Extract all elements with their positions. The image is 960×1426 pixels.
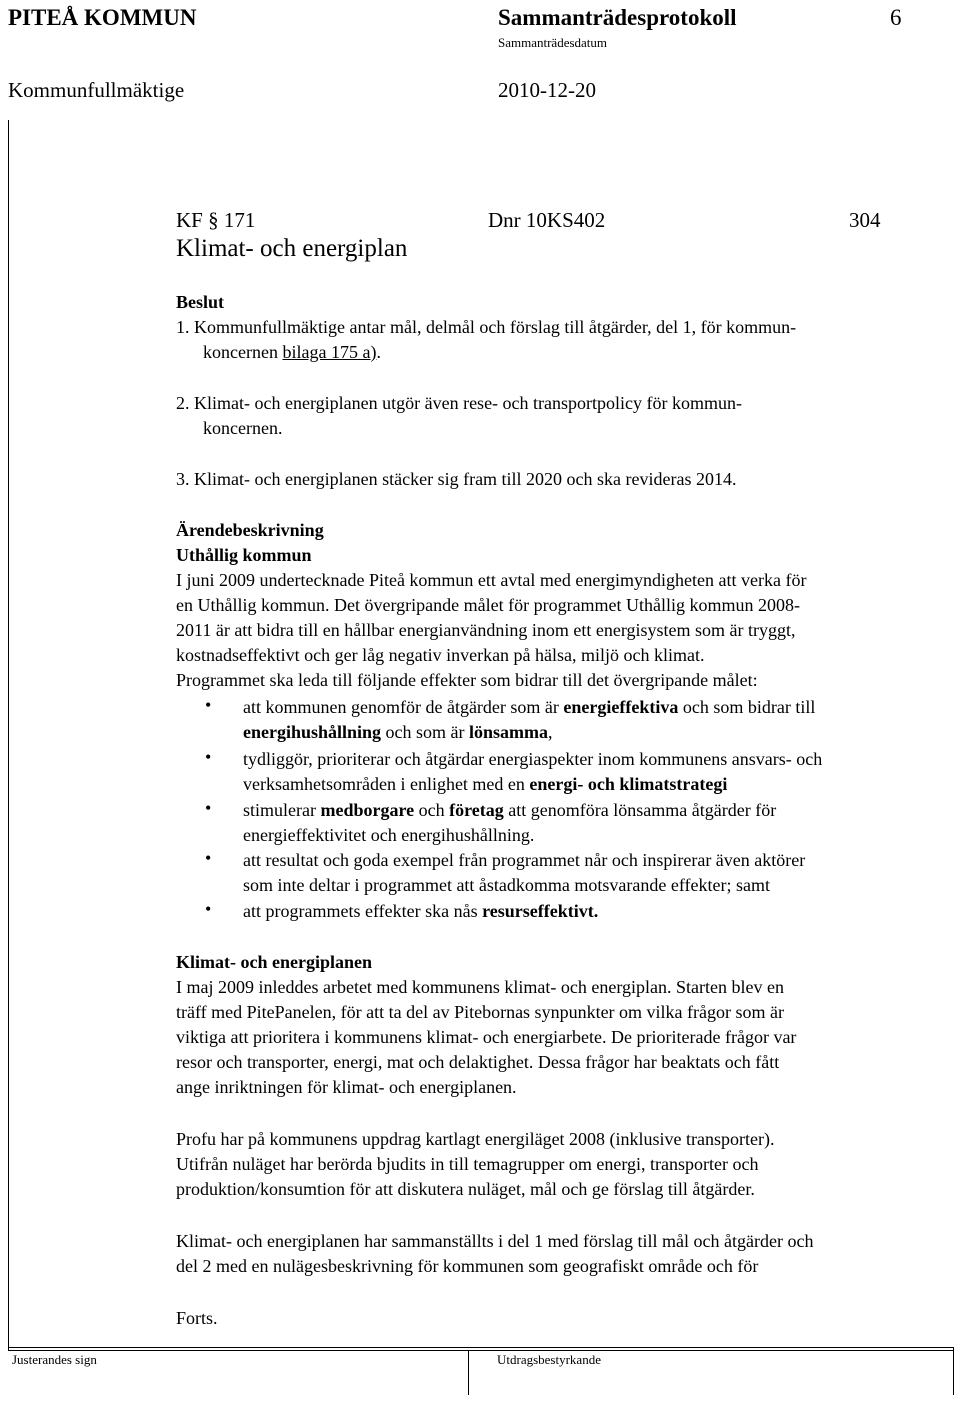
continued-note: Forts.	[176, 1308, 218, 1328]
footer-rule	[8, 1347, 953, 1348]
text-line: ange inriktningen för klimat- och energiplanen.	[176, 1077, 517, 1097]
beslut-item-2-text: Klimat- och energiplanen utgör även rese- och transportpolicy för kommun-	[194, 393, 742, 413]
plan-paragraph-1	[176, 975, 796, 1100]
beslut-item-3	[176, 467, 737, 492]
arende-heading: Ärendebeskrivning	[176, 520, 324, 540]
footer-rule-2	[8, 1350, 953, 1351]
org-name: PITEÅ KOMMUN	[8, 5, 197, 30]
meeting-body: Kommunfullmäktige	[8, 78, 185, 102]
date-label: Sammanträdesdatum	[498, 35, 608, 50]
bilaga-link[interactable]: bilaga 175 a)	[282, 342, 377, 362]
bullet-icon: •	[205, 848, 212, 868]
beslut-item-1	[176, 315, 796, 340]
text-line: Utifrån nuläget har berörda bjudits in till temagrupper om energi, transporter och	[176, 1154, 759, 1174]
left-margin-rule	[8, 120, 9, 1350]
bullet-item-2: tydliggör, prioriterar och åtgärdar energiaspekter inom kommunens ansvars- och verksamhetsområden i enlighet med en energi- och klimatstrategi	[243, 749, 823, 794]
case-dnr: Dnr 10KS402	[488, 208, 606, 232]
text-line: del 2 med en nulägesbeskrivning för kommunen som geografiskt område och för	[176, 1256, 759, 1276]
case-number: 304	[849, 208, 881, 232]
bullet-item-5: att programmets effekter ska nås resurseffektivt.	[243, 901, 599, 921]
beslut-heading: Beslut	[176, 292, 225, 312]
bullet-icon: •	[205, 899, 212, 919]
bullet-icon: •	[205, 695, 212, 715]
beslut-item-3-num: 3.	[176, 469, 190, 489]
beslut-item-2-line2: koncernen.	[203, 418, 283, 438]
beslut-item-1-line2-text: koncernen	[203, 342, 283, 362]
beslut-item-2-num: 2.	[176, 393, 190, 413]
bullet-item-3: stimulerar medborgare och företag att genomföra lönsamma åtgärder för energieffektivitet och energihushållning.	[243, 800, 777, 845]
text-line: Klimat- och energiplanen har sammanställts i del 1 med förslag till mål och åtgärder och	[176, 1231, 814, 1251]
arende-paragraph	[176, 568, 806, 693]
text-line: en Uthållig kommun. Det övergripande målet för programmet Uthållig kommun 2008-	[176, 595, 801, 615]
case-title: Klimat- och energiplan	[176, 235, 408, 262]
page-number: 6	[890, 5, 902, 30]
arende-subheading: Uthållig kommun	[176, 545, 312, 565]
footer-justerandes-sign: Justerandes sign	[12, 1352, 97, 1367]
text-line: viktiga att prioritera i kommunens klimat- och energiarbete. De prioriterade frågor var	[176, 1027, 797, 1047]
beslut-item-3-text: Klimat- och energiplanen stäcker sig fram till 2020 och ska revideras 2014.	[194, 469, 737, 489]
text-line: 2011 är att bidra till en hållbar energianvändning inom ett energisystem som är tryggt,	[176, 620, 796, 640]
beslut-item-1-text: Kommunfullmäktige antar mål, delmål och förslag till åtgärder, del 1, för kommun-	[194, 317, 797, 337]
text-line: produktion/konsumtion för att diskutera nuläget, mål och ge förslag till åtgärder.	[176, 1179, 755, 1199]
text-line: träff med PitePanelen, för att ta del av Pitebornas synpunkter om vilka frågor som är	[176, 1002, 785, 1022]
bullet-item-4: att resultat och goda exempel från programmet når och inspirerar även aktörer som inte deltar i programmet att åstadkomma motsvarande effekter; samt	[243, 850, 806, 895]
beslut-item-1-line2-end: .	[376, 342, 381, 362]
beslut-item-1-num: 1.	[176, 317, 190, 337]
plan-heading: Klimat- och energiplanen	[176, 952, 372, 972]
footer-divider	[468, 1350, 469, 1395]
meeting-date: 2010-12-20	[498, 78, 596, 102]
footer-utdragsbestyrkande: Utdragsbestyrkande	[497, 1352, 601, 1367]
text-line: Profu har på kommunens uppdrag kartlagt energiläget 2008 (inklusive transporter).	[176, 1129, 775, 1149]
plan-paragraph-3	[176, 1229, 813, 1279]
text-line: resor och transporter, energi, mat och delaktighet. Dessa frågor har beaktats och fått	[176, 1052, 780, 1072]
bullet-icon: •	[205, 798, 212, 818]
beslut-item-1-line2	[203, 340, 381, 365]
case-kf: KF § 171	[176, 208, 256, 232]
footer-right-rule	[953, 1347, 954, 1395]
beslut-item-2	[176, 391, 742, 416]
text-line: kostnadseffektivt och ger låg negativ inverkan på hälsa, miljö och klimat.	[176, 645, 705, 665]
bullet-item-1: att kommunen genomför de åtgärder som är energieffektiva och som bidrar till energihushållning och som är lönsamma,	[243, 697, 816, 742]
text-line: Programmet ska leda till följande effekter som bidrar till det övergripande målet:	[176, 670, 758, 690]
bullet-icon: •	[205, 747, 212, 767]
document-type: Sammanträdesprotokoll	[498, 5, 737, 30]
plan-paragraph-2	[176, 1127, 775, 1202]
text-line: I juni 2009 undertecknade Piteå kommun ett avtal med energimyndigheten att verka för	[176, 570, 807, 590]
text-line: I maj 2009 inleddes arbetet med kommunens klimat- och energiplan. Starten blev en	[176, 977, 785, 997]
